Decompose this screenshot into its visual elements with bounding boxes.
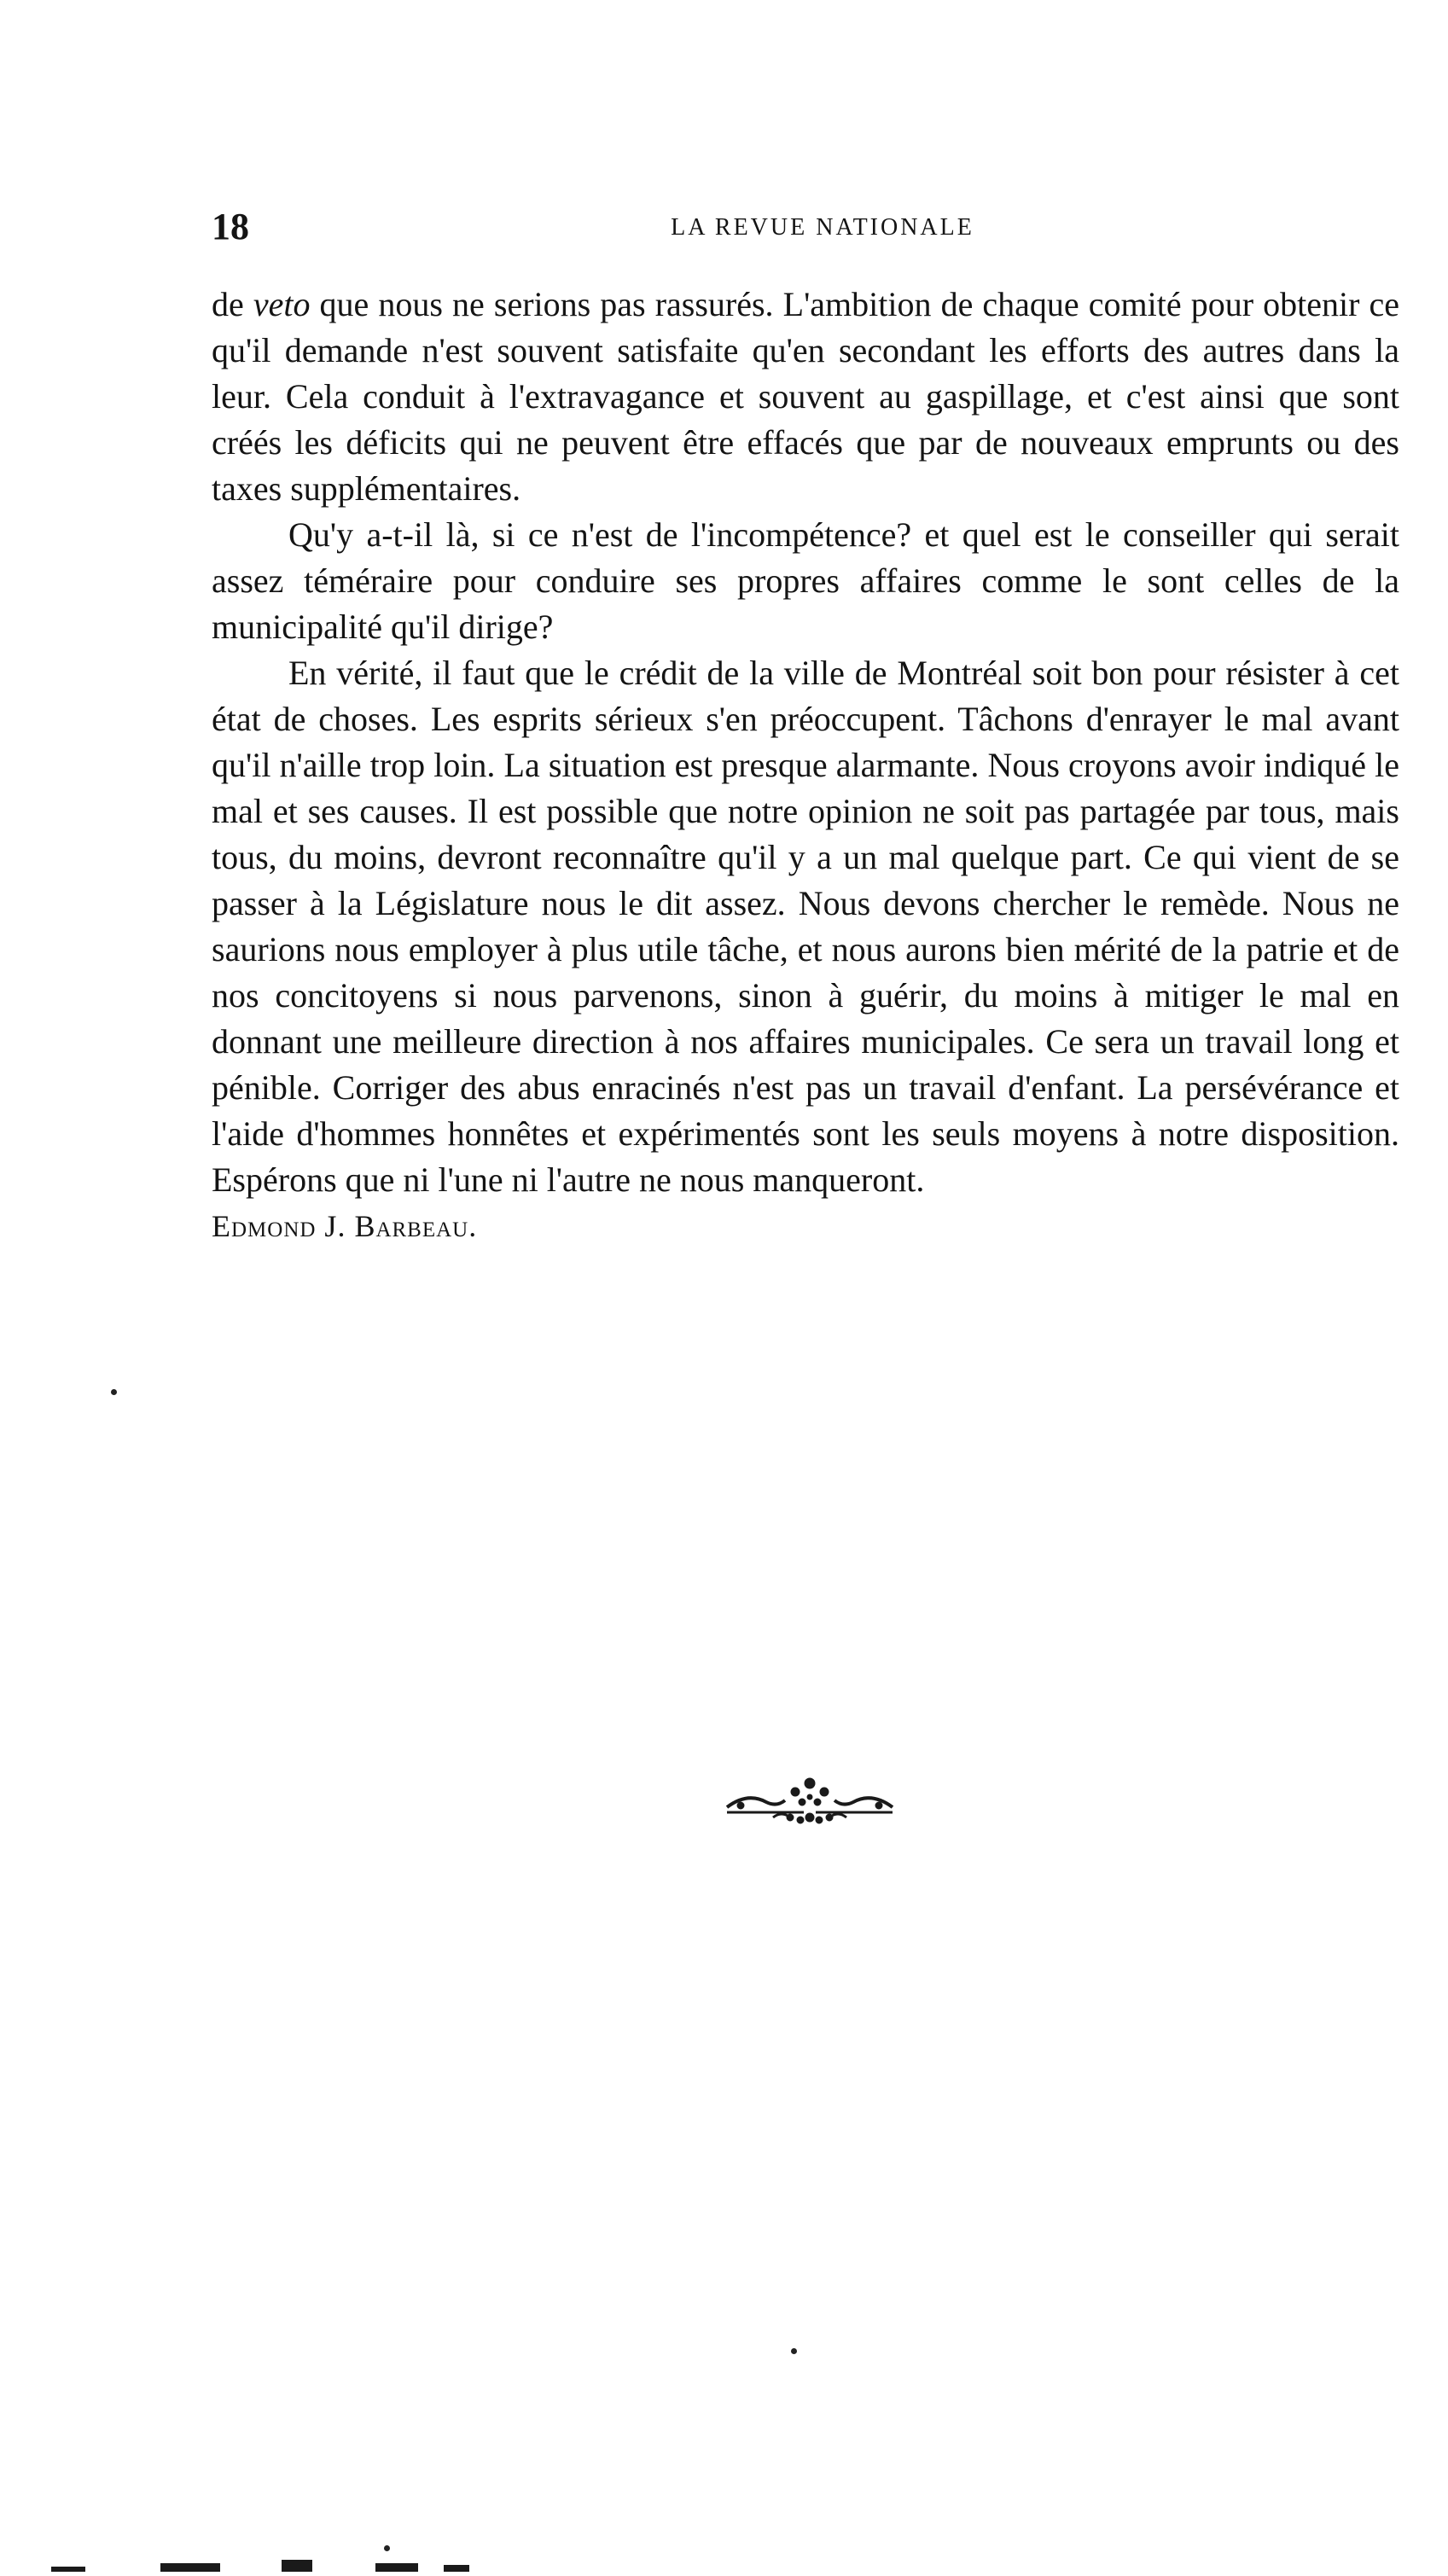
stray-dot-foot <box>384 2545 390 2551</box>
page-number: 18 <box>212 206 249 247</box>
running-head <box>212 201 1399 253</box>
stray-dot-left <box>111 1389 117 1395</box>
cropped-bottom-marks <box>51 2551 529 2576</box>
paragraph-1-start: de <box>212 285 253 323</box>
paragraph-3: En vérité, il faut que le crédit de la ville de Montréal soit bon pour résister à cet état de choses. Les esprits sérieux s'en préoccupent. Tâchons d'enrayer le mal avant qu'il n'aille trop loin. La situation est presque alarmante. Nous croyons avoir indiqué le mal et ses causes. Il est possible que notre opinion ne soit pas partagée par tous, mais tous, du moins, devront reconnaître qu'il y a un mal quelque part. Ce qui vient de se passer à la Législature nous le dit assez. Nous devons chercher le remède. Nous ne saurions nous employer à plus utile tâche, et nous aurons bien mérité de la patrie et de nos concitoyens si nous parvenons, sinon à guérir, du moins à mitiger le mal en donnant une meilleure direction à nos affaires municipales. Ce sera un travail long et pénible. Corriger des abus enracinés n'est pas un travail d'enfant. La persévérance et l'aide d'hommes honnêtes et expérimentés sont les seuls moyens à notre disposition. Espérons que ni l'une ni l'autre ne nous manqueront. <box>212 654 1399 1199</box>
journal-title: LA REVUE NATIONALE <box>671 214 974 241</box>
paragraph-1 <box>212 282 1399 512</box>
floral-tailpiece-ornament-icon <box>722 1773 898 1824</box>
article-body <box>212 282 1399 1249</box>
italic-word-veto: veto <box>253 285 311 323</box>
stray-dot-bottom <box>791 2348 797 2354</box>
paragraph-2: Qu'y a-t-il là, si ce n'est de l'incompétence? et quel est le conseiller qui serait assez téméraire pour conduire ses propres affaires comme le sont celles de la municipalité qu'il dirige? <box>212 515 1399 646</box>
author-signature: Edmond J. Barbeau. <box>212 1209 478 1243</box>
paragraph-1-rest: que nous ne serions pas rassurés. L'ambition de chaque comité pour obtenir ce qu'il demande n'est souvent satisfaite qu'en secondant les efforts des autres dans la leur. Cela conduit à l'extravagance et souvent au gaspillage, et c'est ainsi que sont créés les déficits qui ne peuvent être effacés que par de nouveaux emprunts ou des taxes supplémentaires. <box>212 285 1399 508</box>
